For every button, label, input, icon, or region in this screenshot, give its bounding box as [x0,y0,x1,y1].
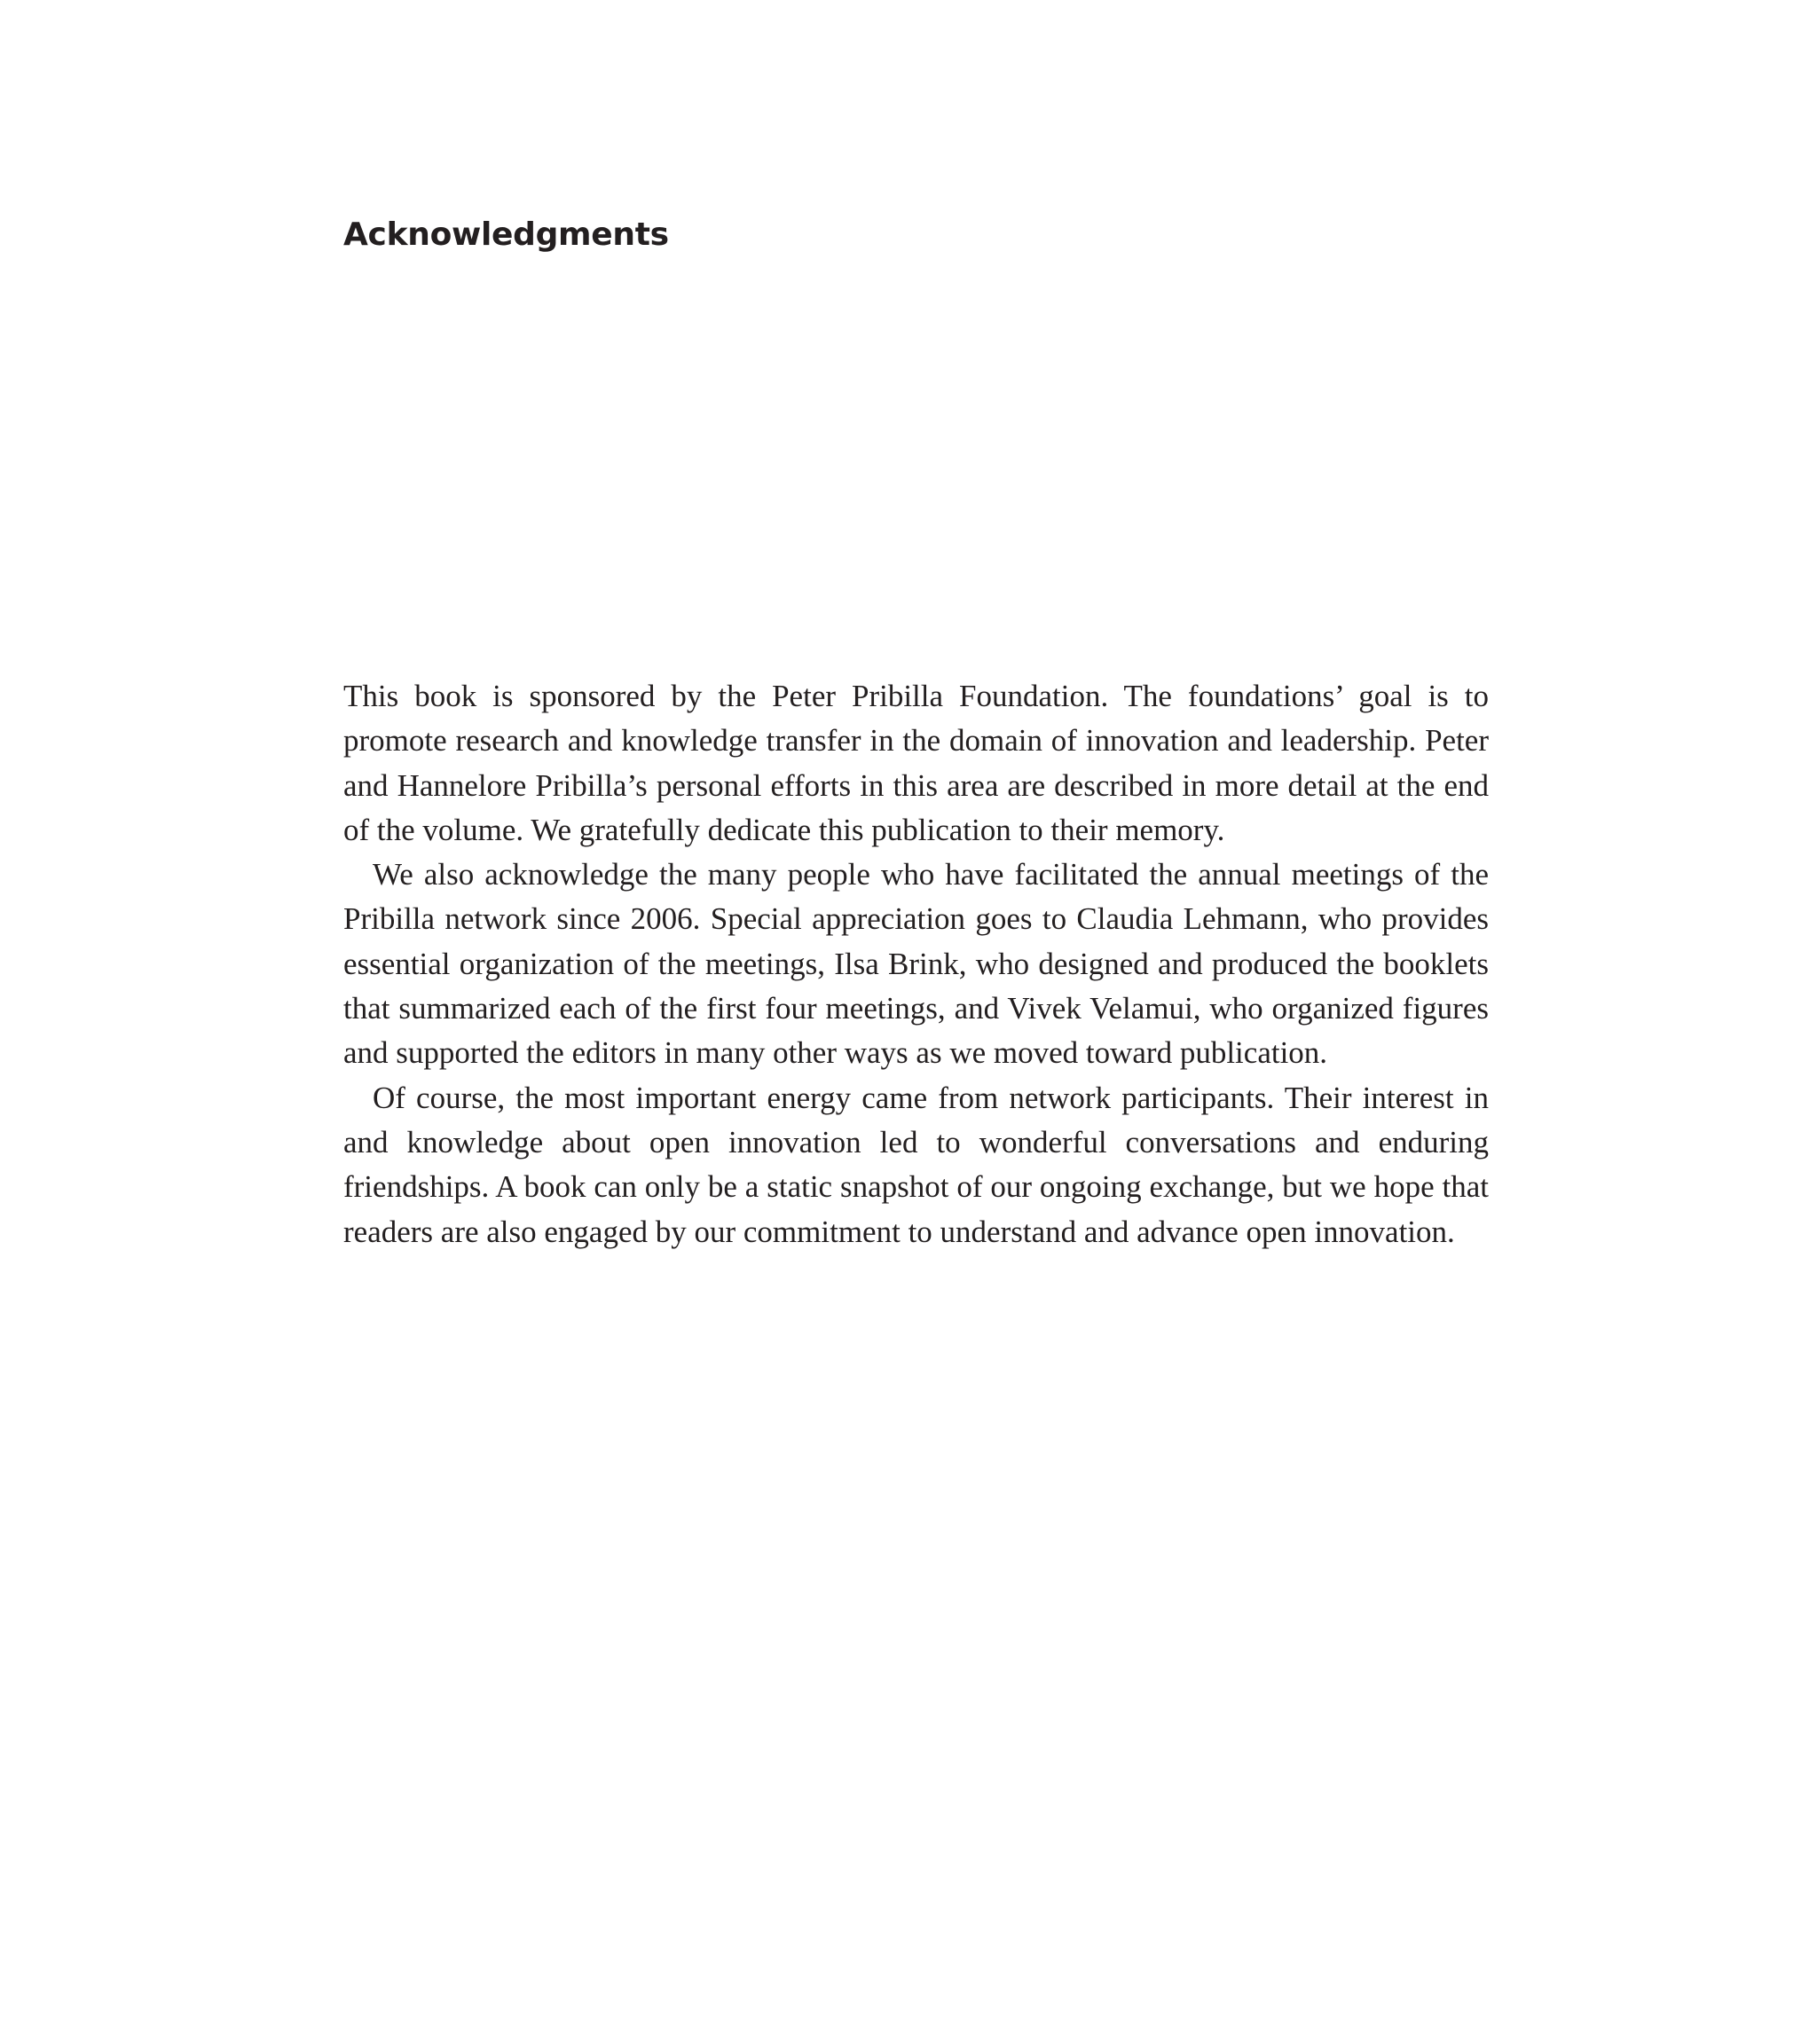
paragraph-3: Of course, the most important energy came from network participants. Their interest in and knowledge about open innovation led to wonderful conversations and enduring friendships. A book can only be a static snapshot of our ongoing exchange, but we hope that readers are also engaged by our commitment to understand and advance open innovation. [343,1080,1489,1249]
page-title: Acknowledgments [343,216,669,253]
body-text [343,674,1489,1254]
paragraph-1: This book is sponsored by the Peter Pribilla Foundation. The foundations’ goal is to promote research and knowledge transfer in the domain of innovation and leadership. Peter and Hannelore Pribilla’s personal efforts in this area are described in more detail at the end of the volume. We gratefully dedicate this publication to their memory. [343,679,1489,847]
paragraph-2: We also acknowledge the many people who have facilitated the annual meetings of the Pribilla network since 2006. Special appreciation goes to Claudia Lehmann, who provides essential organization of the meetings, Ilsa Brink, who designed and produced the booklets that summarized each of the first four meetings, and Vivek Velamui, who organized figures and supported the editors in many other ways as we moved toward publication. [343,857,1489,1071]
